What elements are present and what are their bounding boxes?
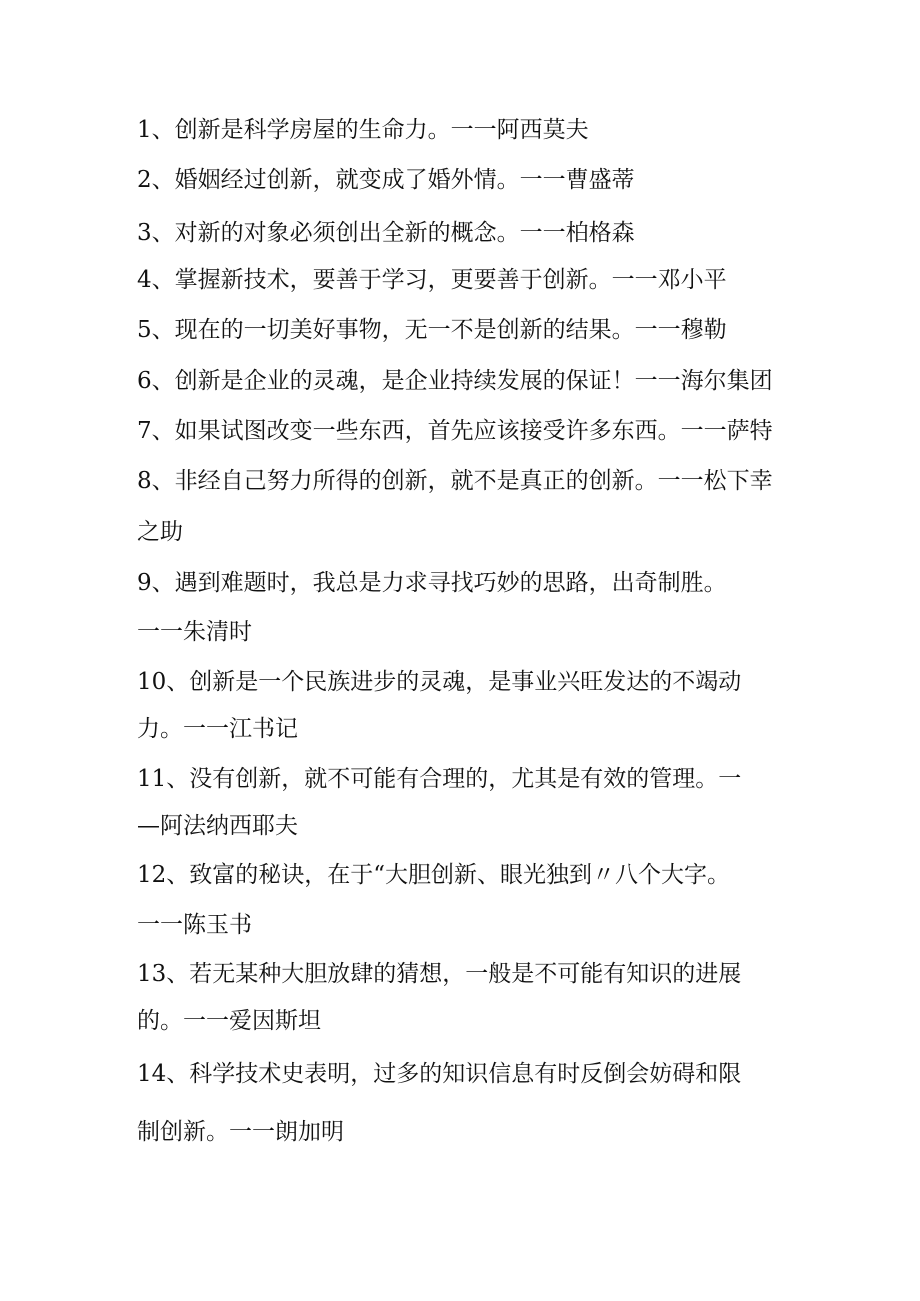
quote-9-line: 9、遇到难题时，我总是力求寻找巧妙的思路，出奇制胜。: [137, 570, 727, 596]
quote-8-continued: 之助: [137, 519, 183, 545]
quote-12-line: 12、致富的秘诀，在于“大胆创新、眼光独到〃八个大字。: [137, 862, 731, 888]
quote-14-continued: 制创新。一一朗加明: [137, 1119, 344, 1145]
quote-2-line: 2、婚姻经过创新，就变成了婚外情。一一曹盛蒂: [137, 167, 635, 193]
quote-13-continued: 的。一一爱因斯坦: [137, 1008, 321, 1034]
quote-10-continued: 力。一一江书记: [137, 716, 298, 742]
quote-10-line: 10、创新是一个民族进步的灵魂，是事业兴旺发达的不竭动: [137, 669, 742, 695]
quote-9-continued: 一一朱清时: [137, 619, 252, 645]
quote-13-line: 13、若无某种大胆放肆的猜想，一般是不可能有知识的进展: [137, 961, 742, 987]
quote-11-line: 11、没有创新，就不可能有合理的，尤其是有效的管理。一: [137, 766, 742, 792]
quote-3-line: 3、对新的对象必须创出全新的概念。一一柏格森: [137, 220, 635, 246]
quote-12-continued: 一一陈玉书: [137, 912, 252, 938]
quote-8-line: 8、非经自己努力所得的创新，就不是真正的创新。一一松下幸: [137, 468, 773, 494]
quote-4-line: 4、掌握新技术，要善于学习，更要善于创新。一一邓小平: [137, 267, 727, 293]
quote-5-line: 5、现在的一切美好事物，无一不是创新的结果。一一穆勒: [137, 317, 727, 343]
quote-1-line: 1、创新是科学房屋的生命力。一一阿西莫夫: [137, 117, 589, 143]
quote-11-continued: —阿法纳西耶夫: [137, 813, 298, 839]
quote-14-line: 14、科学技术史表明，过多的知识信息有时反倒会妨碍和限: [137, 1061, 742, 1087]
quote-7-line: 7、如果试图改变一些东西，首先应该接受许多东西。一一萨特: [137, 418, 773, 444]
quote-6-line: 6、创新是企业的灵魂，是企业持续发展的保证！一一海尔集团: [137, 368, 773, 394]
